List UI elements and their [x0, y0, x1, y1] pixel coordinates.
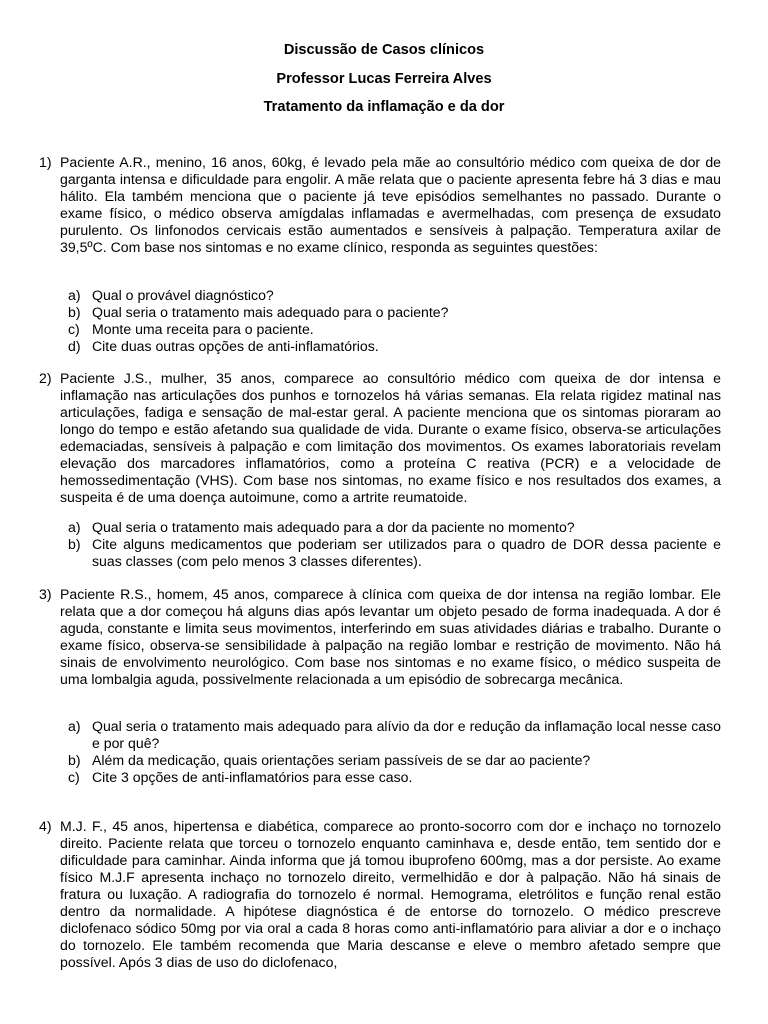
question-text: Paciente J.S., mulher, 35 anos, comparece ao consultório médico com queixa de dor intensa e inflamação nas articulações dos punhos e tornozelos há várias semanas. Ela relata rigidez matinal nas articulações, fadiga e sensação de mal-estar geral. A paciente menciona que os sintomas pioraram ao longo do tempo e estão afetando sua qualidade de vida. Durante o exame físico, observa-se articulações edemaciadas, sensíveis à palpação e com limitação dos movimentos. Os exames laboratoriais revelam elevação dos marcadores inflamatórios, como a proteína C reativa (PCR) e a velocidade de hemossedimentação (VHS). Com base nos sintomas, no exame físico e nos resultados dos exames, a suspeita é de uma doença autoimune, como a artrite reumatoide. [60, 370, 721, 505]
item-label: a) [68, 718, 81, 734]
question-1-item-c [68, 321, 721, 338]
question-3-item-b [68, 752, 721, 769]
question-1 [39, 154, 721, 256]
item-label: b) [68, 752, 81, 768]
question-2 [39, 370, 721, 506]
item-label: b) [68, 304, 81, 320]
item-label: a) [68, 287, 81, 303]
question-2-item-b [68, 536, 721, 570]
question-3-item-a [68, 718, 721, 752]
item-text: Cite duas outras opções de anti-inflamatórios. [92, 338, 379, 354]
question-number: 3) [39, 586, 52, 602]
question-3 [39, 586, 721, 688]
question-text: Paciente A.R., menino, 16 anos, 60kg, é levado pela mãe ao consultório médico com queixa de dor de garganta intensa e dificuldade para engolir. A mãe relata que o paciente apresenta febre há 3 dias e mau hálito. Ela também menciona que o paciente já teve episódios semelhantes no passado. Durante o exame físico, o médico observa amígdalas inflamadas e avermelhadas, com presença de exsudato purulento. Os linfonodos cervicais estão aumentados e sensíveis à palpação. Temperatura axilar de 39,5ºC. Com base nos sintomas e no exame clínico, responda as seguintes questões: [60, 154, 721, 255]
document-title: Discussão de Casos clínicos [283, 42, 485, 58]
item-text: Além da medicação, quais orientações seriam passíveis de se dar ao paciente? [92, 752, 591, 768]
question-1-item-b [68, 304, 721, 321]
question-number: 4) [39, 818, 52, 834]
question-1-item-a [68, 287, 721, 304]
item-text: Monte uma receita para o paciente. [92, 321, 314, 337]
question-number: 2) [39, 370, 52, 386]
item-label: c) [68, 321, 80, 337]
item-text: Qual seria o tratamento mais adequado para o paciente? [92, 304, 449, 320]
professor-name: Professor Lucas Ferreira Alves [276, 71, 492, 87]
question-3-item-c [68, 769, 721, 786]
question-4 [39, 818, 721, 971]
item-text: Qual seria o tratamento mais adequado para alívio da dor e redução da inflamação local nesse caso e por quê? [92, 718, 721, 751]
question-number: 1) [39, 154, 52, 170]
item-label: a) [68, 519, 81, 535]
item-text: Cite 3 opções de anti-inflamatórios para esse caso. [92, 769, 413, 785]
document-subtitle: Tratamento da inflamação e da dor [263, 99, 505, 115]
item-text: Qual seria o tratamento mais adequado para a dor da paciente no momento? [92, 519, 575, 535]
question-text: M.J. F., 45 anos, hipertensa e diabética, comparece ao pronto-socorro com dor e inchaço no tornozelo direito. Paciente relata que torceu o tornozelo enquanto caminhava e, desde então, tem sentido dor e dificuldade para caminhar. Ainda informa que já tomou ibuprofeno 600mg, mas a dor persiste. Ao exame físico M.J.F apresenta inchaço no tornozelo direito, vermelhidão e dor à palpação. Não há sinais de fratura ou luxação. A radiografia do tornozelo é normal. Hemograma, eletrólitos e função renal estão dentro da normalidade. A hipótese diagnóstica é de entorse do tornozelo. O médico prescreve diclofenaco sódico 50mg por via oral a cada 8 horas como anti-inflamatório para aliviar a dor e o inchaço do tornozelo. Ele também recomenda que Maria descanse e eleve o membro afetado sempre que possível. Após 3 dias de uso do diclofenaco, [60, 818, 721, 970]
question-text: Paciente R.S., homem, 45 anos, comparece à clínica com queixa de dor intensa na região lombar. Ele relata que a dor começou há alguns dias após levantar um objeto pesado de forma inadequada. A dor é aguda, constante e limita seus movimentos, interferindo em suas atividades diárias e trabalho. Durante o exame físico, observa-se sensibilidade à palpação na região lombar e restrição de movimento. Não há sinais de envolvimento neurológico. Com base nos sintomas e no exame físico, o médico suspeita de uma lombalgia aguda, possivelmente relacionada a um episódio de sobrecarga mecânica. [60, 586, 721, 687]
item-text: Qual o provável diagnóstico? [92, 287, 274, 303]
item-label: d) [68, 338, 81, 354]
item-text: Cite alguns medicamentos que poderiam ser utilizados para o quadro de DOR dessa paciente e suas classes (com pelo menos 3 classes diferentes). [92, 536, 721, 569]
item-label: b) [68, 536, 81, 552]
question-2-item-a [68, 519, 721, 536]
question-1-item-d [68, 338, 721, 355]
item-label: c) [68, 769, 80, 785]
